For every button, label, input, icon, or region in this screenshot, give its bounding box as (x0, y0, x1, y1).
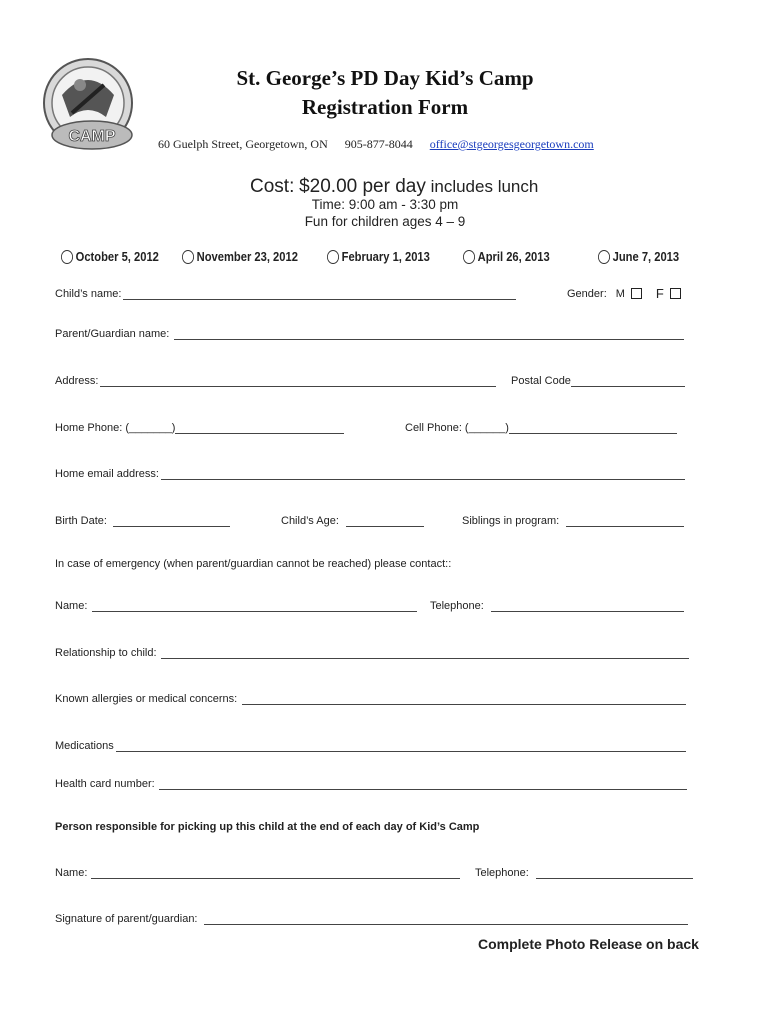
postal-row: Postal Code (511, 375, 685, 387)
cost-amount: $20.00 per day (299, 176, 426, 197)
emergency-name-field[interactable] (92, 601, 417, 612)
email-link[interactable]: office@stgeorgesgeorgetown.com (429, 137, 594, 151)
pickup-name-field[interactable] (91, 868, 460, 879)
radio-circle[interactable] (463, 250, 475, 264)
relationship-field[interactable] (161, 648, 689, 659)
radio-circle[interactable] (182, 250, 194, 264)
home-phone-field[interactable] (175, 423, 344, 434)
form-subtitle: Registration Form (301, 95, 469, 119)
child-age-row: Child’s Age: (281, 515, 424, 527)
cell-phone-row: Cell Phone: (______) (405, 422, 677, 434)
svg-text:CAMP: CAMP (68, 128, 116, 145)
date-option-3[interactable]: February 1, 2013 (327, 249, 430, 264)
birth-date-row: Birth Date: (55, 515, 230, 527)
contact-line (158, 137, 594, 152)
parent-name-field[interactable] (174, 329, 684, 340)
child-name-field[interactable] (123, 289, 516, 300)
cell-phone-field[interactable] (509, 423, 677, 434)
pickup-name-row: Name: (55, 867, 460, 879)
siblings-field[interactable] (566, 516, 684, 527)
date-option-2[interactable]: November 23, 2012 (182, 249, 298, 264)
date-option-4[interactable]: April 26, 2013 (463, 249, 550, 264)
emergency-tel-row: Telephone: (430, 600, 684, 612)
birth-date-field[interactable] (113, 516, 230, 527)
pickup-heading: Person responsible for picking up this child at the end of each day of Kid’s Camp (55, 821, 480, 833)
signature-row: Signature of parent/guardian: (55, 913, 688, 925)
signature-field[interactable] (204, 914, 688, 925)
emergency-heading: In case of emergency (when parent/guardian cannot be reached) please contact:: (55, 558, 452, 570)
phone-number: 905-877-8044 (344, 137, 413, 151)
address-field[interactable] (100, 376, 496, 387)
camp-ages: Fun for children ages 4 – 9 (304, 214, 466, 229)
date-option-1[interactable]: October 5, 2012 (61, 249, 159, 264)
medications-row: Medications (55, 740, 686, 752)
emergency-name-row: Name: (55, 600, 417, 612)
form-title: St. George’s PD Day Kid’s Camp (236, 66, 534, 90)
camp-time: Time: 9:00 am - 3:30 pm (311, 197, 459, 212)
cost-suffix: includes lunch (430, 177, 539, 196)
radio-circle[interactable] (327, 250, 339, 264)
child-name-row: Child’s name: (55, 288, 516, 300)
address-row: Address: (55, 375, 496, 387)
street-address: 60 Guelph Street, Georgetown, ON (158, 137, 328, 151)
home-phone-row: Home Phone: (_______) (55, 422, 344, 434)
siblings-row: Siblings in program: (462, 515, 684, 527)
allergies-row: Known allergies or medical concerns: (55, 693, 686, 705)
gender-row: Gender: M F (567, 286, 687, 301)
emergency-tel-field[interactable] (491, 601, 684, 612)
medications-field[interactable] (116, 741, 686, 752)
gender-f-checkbox[interactable] (670, 288, 681, 299)
home-email-row: Home email address: (55, 468, 685, 480)
radio-circle[interactable] (61, 250, 73, 264)
date-option-5[interactable]: June 7, 2013 (598, 249, 679, 264)
relationship-row: Relationship to child: (55, 647, 689, 659)
cost-prefix: Cost: (250, 176, 295, 197)
home-email-field[interactable] (161, 469, 685, 480)
child-age-field[interactable] (346, 516, 424, 527)
pickup-tel-field[interactable] (536, 868, 693, 879)
health-card-row: Health card number: (55, 778, 687, 790)
allergies-field[interactable] (242, 694, 686, 705)
postal-field[interactable] (571, 376, 685, 387)
radio-circle[interactable] (598, 250, 610, 264)
gender-m-checkbox[interactable] (631, 288, 642, 299)
cost-line (250, 176, 538, 198)
health-card-field[interactable] (159, 779, 687, 790)
pickup-tel-row: Telephone: (475, 867, 693, 879)
photo-release-note: Complete Photo Release on back (478, 936, 699, 952)
parent-name-row: Parent/Guardian name: (55, 328, 684, 340)
